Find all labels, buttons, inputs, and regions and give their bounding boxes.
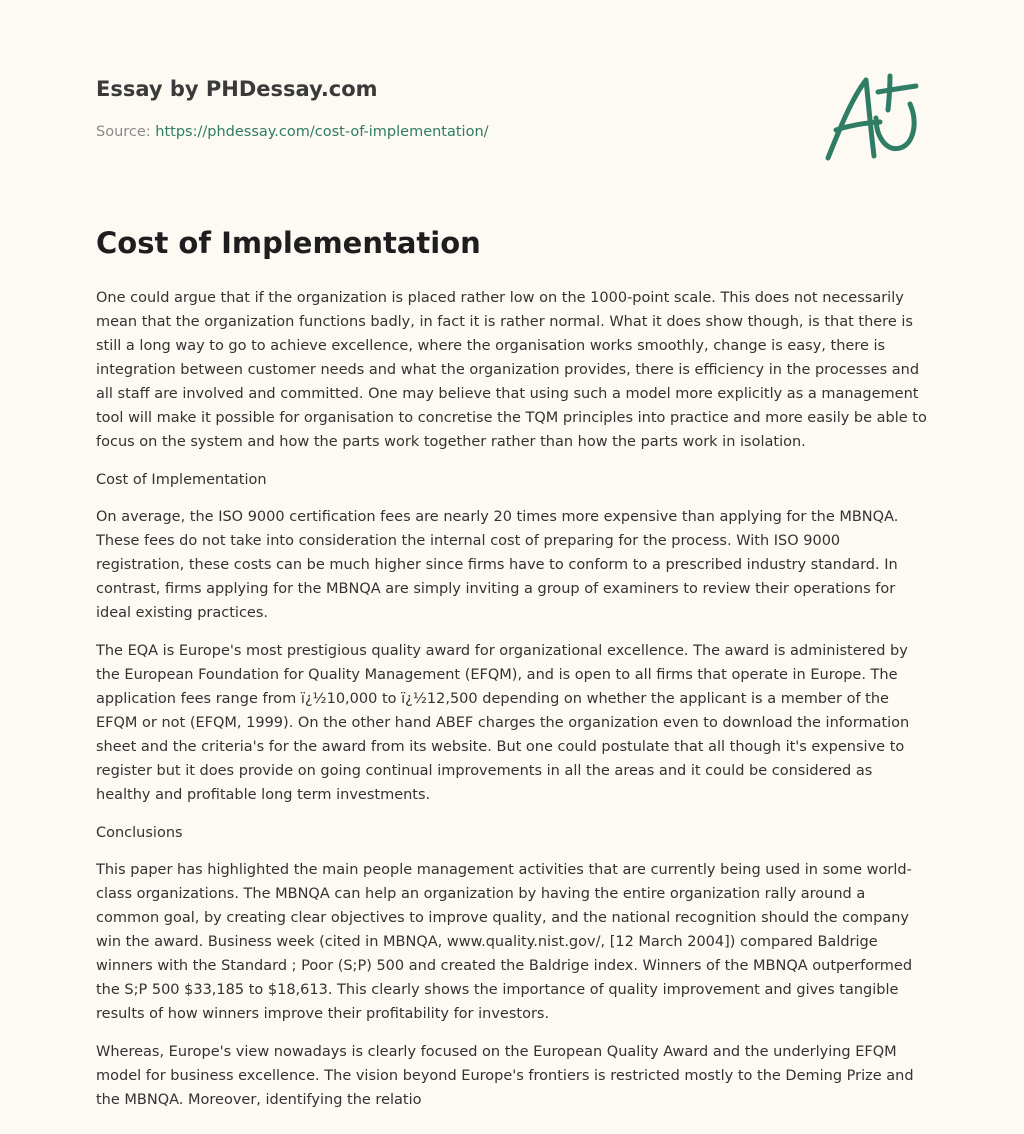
source-line [96, 124, 489, 140]
subheading-cost: Cost of Implementation [96, 472, 267, 488]
source-link[interactable]: https://phdessay.com/cost-of-implementation/ [155, 124, 489, 140]
article-body [96, 286, 928, 1126]
paragraph-eqa: The EQA is Europe's most prestigious quality award for organizational excellence. The award is administered by the European Foundation for Quality Management (EFQM), and is open to all firms that operate in Europe. The application fees range from ï¿½10,000 to ï¿½12,500 depending on whether the applicant is a member of the EFQM or not (EFQM, 1999). On the other hand ABEF charges the organization even to download the information sheet and the criteria's for the award from its website. But one could postulate that all though it's expensive to register but it does provide on going continual improvements in all the areas and it could be considered as healthy and profitable long term investments. [96, 643, 910, 803]
paragraph-intro: One could argue that if the organization is placed rather low on the 1000-point scale. This does not necessarily mean that the organization functions badly, in fact it is rather normal. What it does show though, is that there is still a long way to go to achieve excellence, where the organisation works smoothly, change is easy, there is integration between customer needs and what the organization provides, there is efficiency in the processes and all staff are involved and committed. One may believe that using such a model more explicitly as a management tool will make it possible for organisation to concretise the TQM principles into practice and more easily be able to focus on the system and how the parts work together rather than how the parts work in isolation. [96, 290, 927, 450]
paragraph-iso-fees: On average, the ISO 9000 certification fees are nearly 20 times more expensive than applying for the MBNQA. These fees do not take into consideration the internal cost of preparing for the process. With ISO 9000 registration, these costs can be much higher since firms have to conform to a prescribed industry standard. In contrast, firms applying for the MBNQA are simply inviting a group of examiners to review their operations for ideal existing practices. [96, 509, 899, 621]
paragraph-europe: Whereas, Europe's view nowadays is clearly focused on the European Quality Award and the underlying EFQM model for business excellence. The vision beyond Europe's frontiers is restricted mostly to the Deming Prize and the MBNQA. Moreover, identifying the relatio [96, 1044, 914, 1108]
subheading-conclusions: Conclusions [96, 825, 183, 841]
a-plus-logo [822, 68, 924, 164]
a-plus-logo-icon [822, 68, 924, 164]
site-title: Essay by PHDessay.com [96, 77, 378, 101]
paragraph-conclusions: This paper has highlighted the main people management activities that are currently being used in some world-class organizations. The MBNQA can help an organization by having the entire organization rally around a common goal, by creating clear objectives to improve quality, and the national recognition should the company win the award. Business week (cited in MBNQA, www.quality.nist.gov/, [12 March 2004]) compared Baldrige winners with the Standard ; Poor (S;P) 500 and created the Baldrige index. Winners of the MBNQA outperformed the S;P 500 $33,185 to $18,613. This clearly shows the importance of quality improvement and gives tangible results of how winners improve their profitability for investors. [96, 862, 913, 1022]
article-title: Cost of Implementation [96, 226, 481, 260]
source-label: Source: [96, 124, 151, 140]
